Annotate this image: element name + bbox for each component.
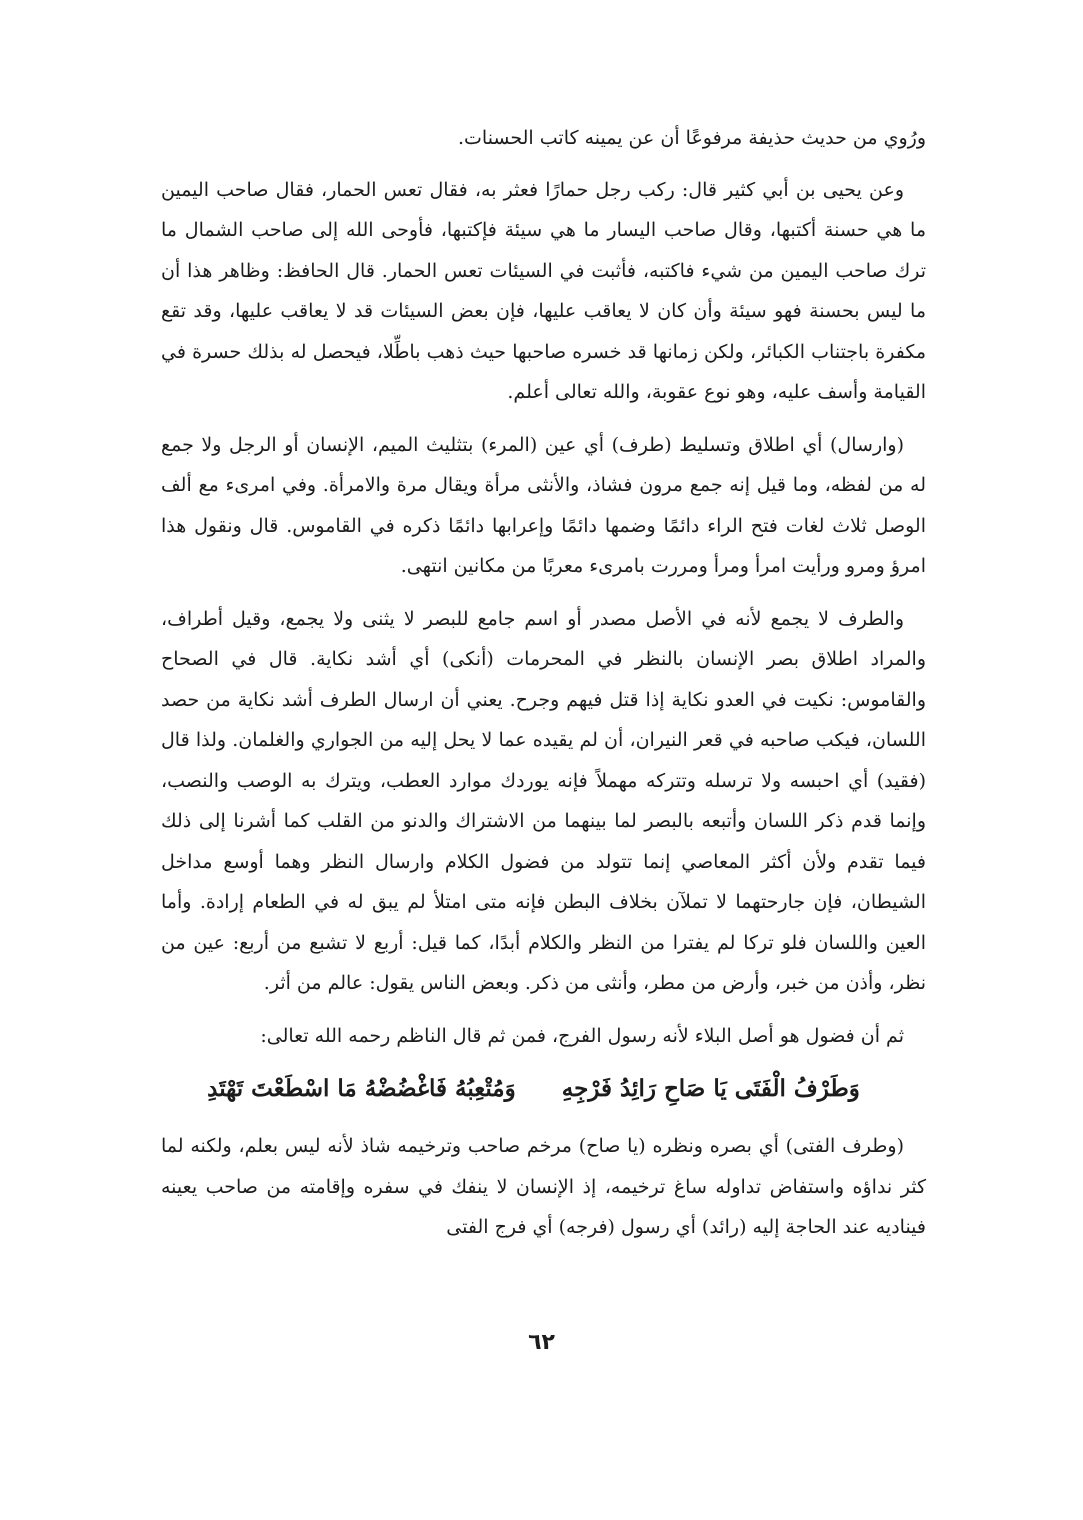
page-body xyxy=(161,118,926,1260)
paragraph-verse-intro: ثم أن فضول هو أصل البلاء لأنه رسول الفرج، فمن ثم قال الناظم رحمه الله تعالى: xyxy=(260,1024,904,1047)
paragraph-yahya: وعن يحيى بن أبي كثير قال: ركب رجل حمارًا فعثر به، فقال تعس الحمار، فقال صاحب اليمين ما هي حسنة أكتبها، وقال صاحب اليسار ما هي سيئة فإكتبها، فأوحى الله إلى صاحب الشمال ما ترك صاحب اليمين من شيء فاكتبه، فأثبت في السيئات تعس الحمار. قال الحافظ: وظاهر هذا أن ما ليس بحسنة فهو سيئة وأن كان لا يعاقب عليها، فإن بعض السيئات قد لا يعاقب عليها، وقد تقع مكفرة باجتناب الكبائر، ولكن زمانها قد خسره صاحبها حيث ذهب باطِّلا، فيحصل له بذلك حسرة في القيامة وأسف عليه، وهو نوع عقوبة، والله تعالى أعلم. xyxy=(161,178,926,403)
page-number: ٦٢ xyxy=(528,1330,555,1355)
paragraph-tarf: والطرف لا يجمع لأنه في الأصل مصدر أو اسم جامع للبصر لا يثنى ولا يجمع، وقيل أطراف، والمراد اطلاق بصر الإنسان بالنظر في المحرمات (أنكى) أي أشد نكاية. قال في الصحاح والقاموس: نكيت في العدو نكاية إذا قتل فيهم وجرح. يعني أن ارسال الطرف أشد نكاية من حصد اللسان، فيكب صاحبه في قعر النيران، أن لم يقيده عما لا يحل إليه من الجواري والغلمان. ولذا قال (فقيد) أي احبسه ولا ترسله وتتركه مهملاً فإنه يوردك موارد العطب، ويترك به الوصب والنصب، وإنما قدم ذكر اللسان وأتبعه بالبصر لما بينهما من الاشتراك والدنو من القلب كما أشرنا إلى ذلك فيما تقدم ولأن أكثر المعاصي إنما تتولد من فضول الكلام وارسال النظر وهما أوسع مداخل الشيطان، فإن جارحتهما لا تملآن بخلاف البطن فإنه متى امتلأ لم يبق له في الطعام إرادة. وأما العين واللسان فلو تركا لم يفترا من النظر والكلام أبدًا، كما قيل: أربع لا تشبع من أربع: عين من نظر، وأذن من خبر، وأرض من مطر، وأنثى من ذكر. وبعض الناس يقول: عالم من أثر. xyxy=(161,607,926,994)
paragraph-hudhayfah: ورُوي من حديث حذيفة مرفوعًا أن عن يمينه كاتب الحسنات. xyxy=(457,127,926,149)
paragraph-commentary: (وطرف الفتى) أي بصره ونظره (يا صاح) مرخم صاحب وترخيمه شاذ لأنه ليس بعلم، ولكنه لما كثر نداؤه واستفاض تداوله ساغ ترخيمه، إذ الإنسان لا ينفك في سفره وإقامته من صاحب يعينه فيناديه عند الحاجة إليه (رائد) أي رسول (فرجه) أي فرج الفتى xyxy=(161,1135,926,1238)
verse-hemistich-first: وَطَرْفُ الْفَتَى يَا صَاحِ رَائِدُ فَرْجِهِ xyxy=(561,1075,860,1102)
paragraph-irsal: (وارسال) أي اطلاق وتسليط (طرف) أي عين (المرء) بتثليث الميم، الإنسان أو الرجل ولا جمع له من لفظه، وما قيل إنه جمع مرون فشاذ، والأنثى مرأة ويقال مرة والامرأة. وفي امرىء مع ألف الوصل ثلاث لغات فتح الراء دائمًا وضمها دائمًا وإعرابها دائمًا ذكره في القاموس. قال ونقول هذا امرؤ ومرو ورأيت امرأ ومرأ ومررت بامرىء معربًا من مكانين انتهى. xyxy=(161,433,926,577)
poem-verse xyxy=(161,1066,926,1112)
verse-hemistich-second: وَمُتْعِبُهُ فَاغْضُضْهُ مَا اسْطَعْتَ تَهْتَدِ xyxy=(207,1075,516,1102)
